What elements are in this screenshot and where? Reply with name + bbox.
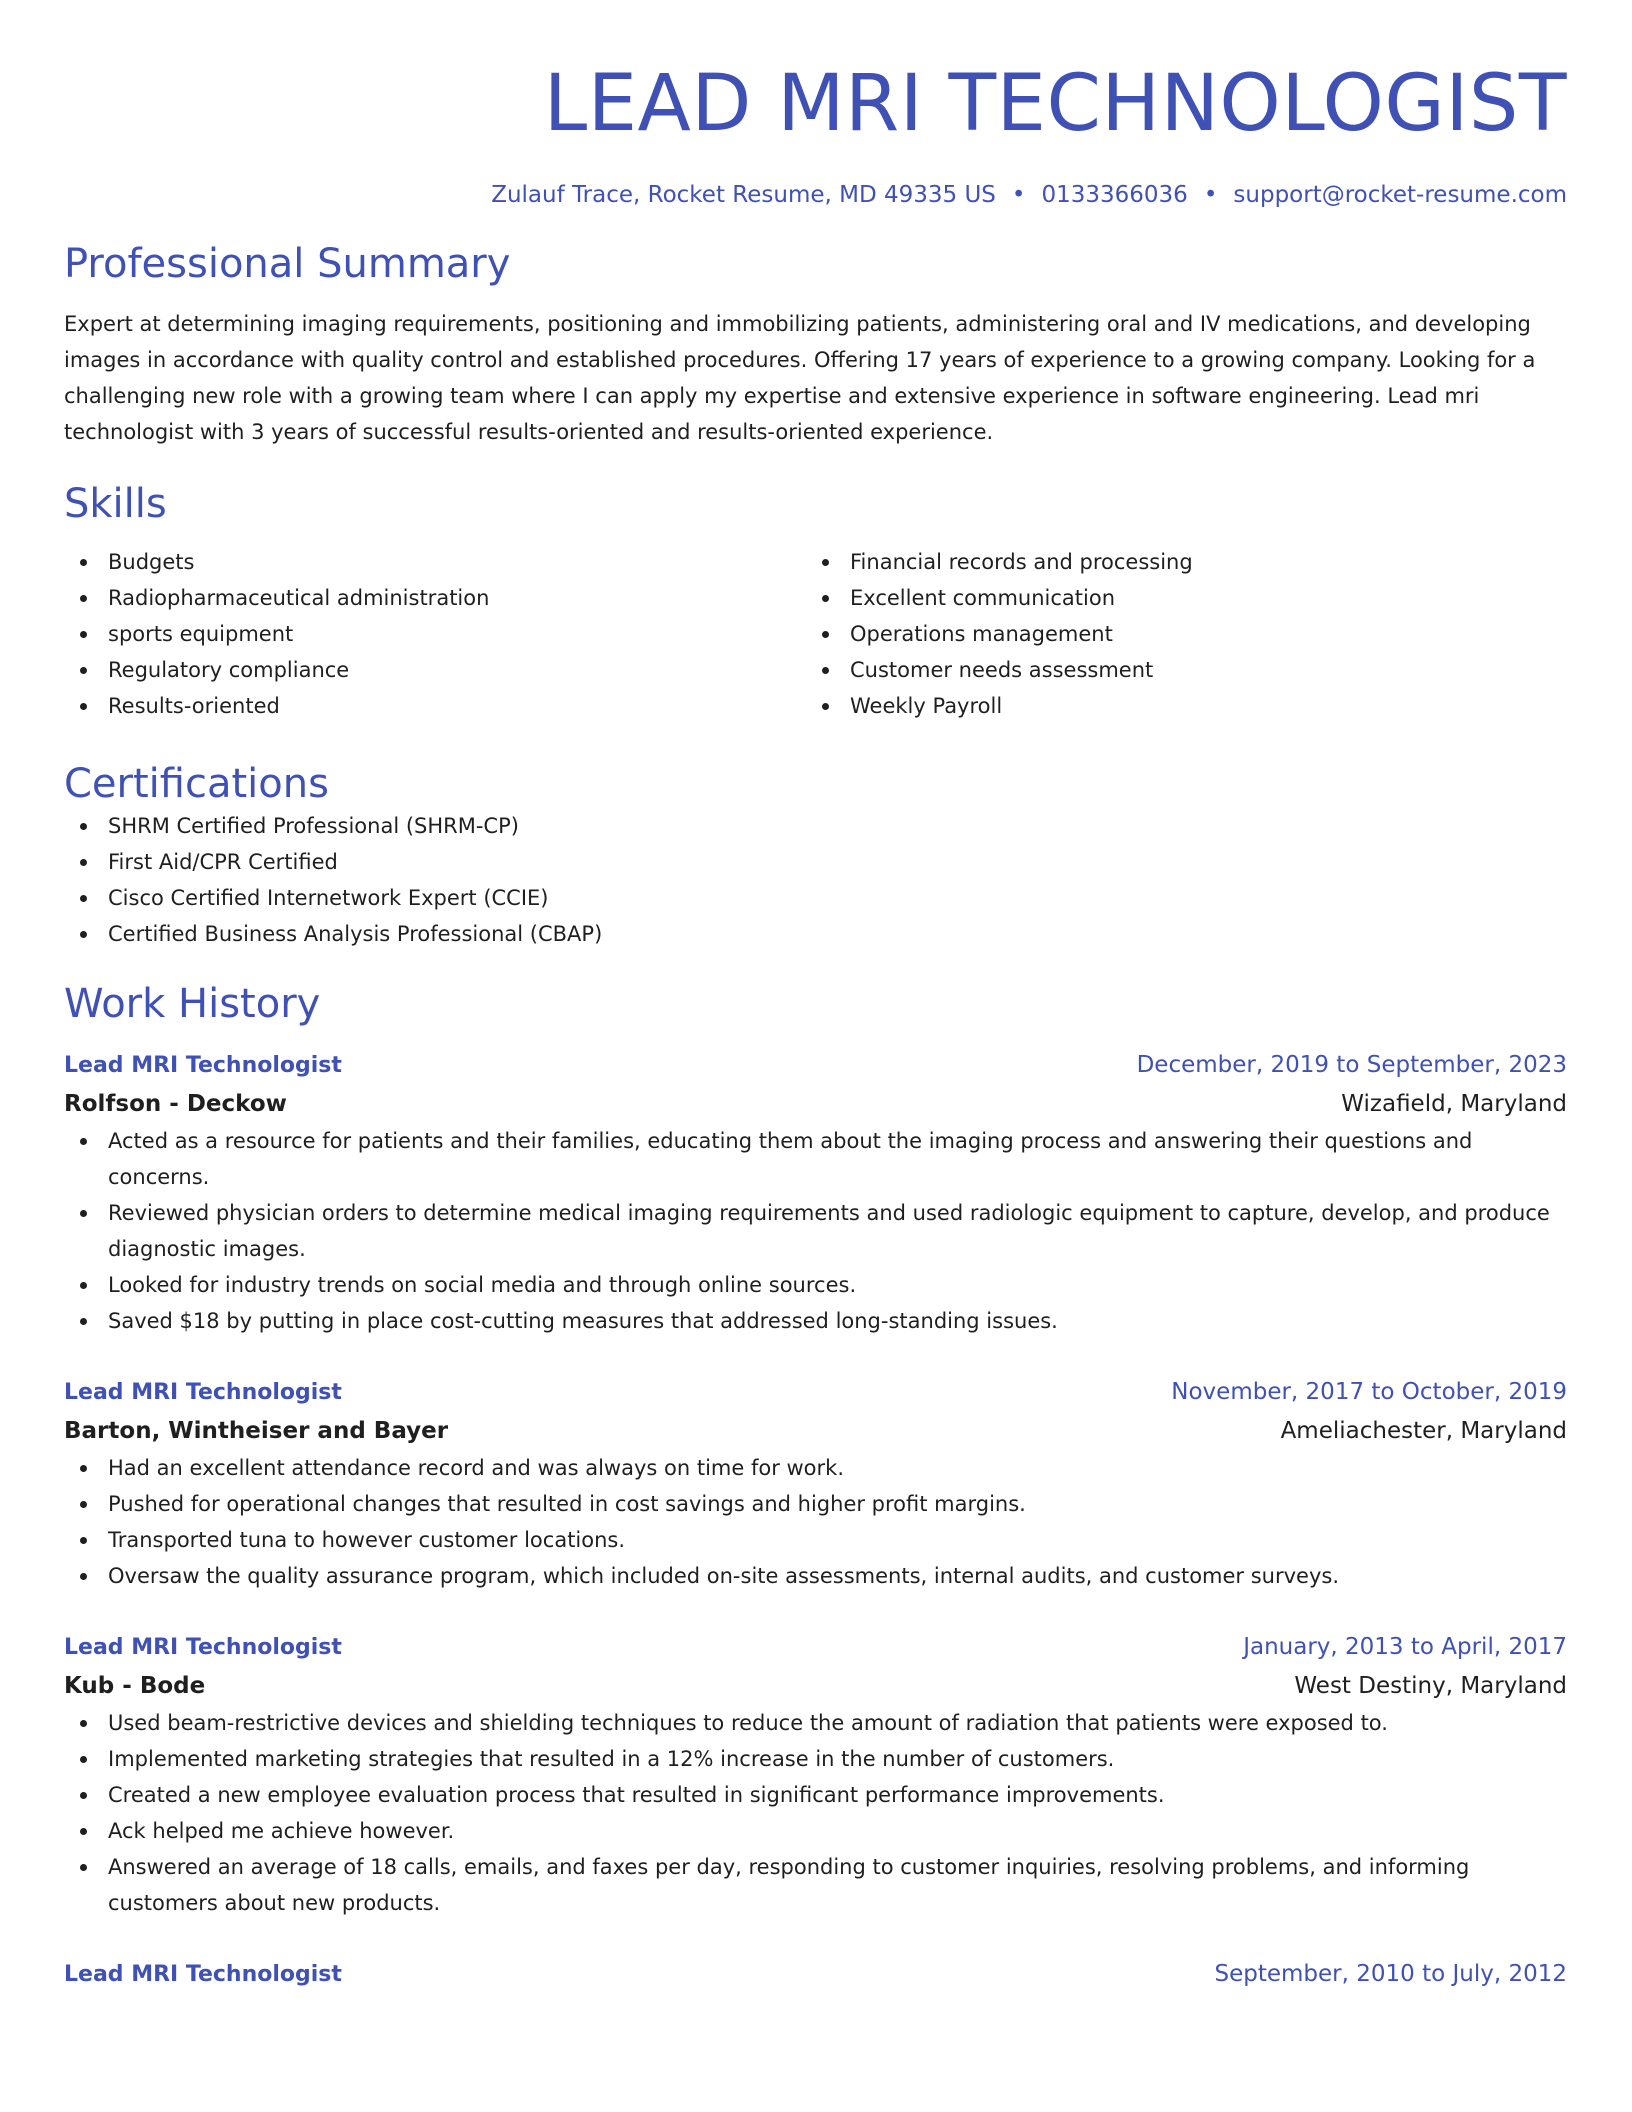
resume-page	[64, 0, 1567, 1994]
skill-item: Weekly Payroll	[806, 688, 1548, 724]
job-bullet: Oversaw the quality assurance program, which included on-site assessments, internal audits, and customer surveys.	[64, 1558, 1567, 1594]
skill-item: Radiopharmaceutical administration	[64, 580, 806, 616]
job-entry	[64, 1628, 1567, 1921]
skill-item: Operations management	[806, 616, 1548, 652]
job-title: Lead MRI Technologist	[64, 1380, 342, 1405]
job-bullets	[64, 1705, 1567, 1921]
certifications-list	[64, 808, 1567, 952]
skill-item: Results-oriented	[64, 688, 806, 724]
contact-address: Zulauf Trace, Rocket Resume, MD 49335 US	[491, 182, 996, 208]
job-bullet: Used beam-restrictive devices and shielding techniques to reduce the amount of radiation that patients were exposed to.	[64, 1705, 1567, 1741]
certifications-heading: Certifications	[64, 761, 329, 807]
skills-list-right	[806, 544, 1548, 724]
job-entry	[64, 1046, 1567, 1339]
job-company-row	[64, 1412, 1567, 1450]
job-dates: September, 2010 to July, 2012	[1214, 1961, 1567, 1987]
skills-grid	[64, 544, 1567, 724]
skill-item: Financial records and processing	[806, 544, 1548, 580]
job-dates: January, 2013 to April, 2017	[1243, 1634, 1567, 1660]
job-bullet: Pushed for operational changes that resulted in cost savings and higher profit margins.	[64, 1486, 1567, 1522]
job-bullet: Had an excellent attendance record and was always on time for work.	[64, 1450, 1567, 1486]
job-company: Barton, Wintheiser and Bayer	[64, 1418, 449, 1444]
contact-email: support@rocket-resume.com	[1233, 182, 1567, 208]
job-header-row	[64, 1955, 1567, 1994]
job-bullet: Transported tuna to however customer locations.	[64, 1522, 1567, 1558]
job-entry	[64, 1955, 1567, 1994]
job-dates: November, 2017 to October, 2019	[1171, 1379, 1567, 1405]
summary-text: Expert at determining imaging requirements, positioning and immobilizing patients, administering oral and IV medications, and developing images in accordance with quality control and established procedures. Offering 17 years of experience to a growing company. Looking for a challenging new role with a growing team where I can apply my expertise and extensive experience in software engineering. Lead mri technologist with 3 years of successful results-oriented and results-oriented experience.	[64, 312, 1536, 444]
job-company-row	[64, 1085, 1567, 1123]
skill-item: Excellent communication	[806, 580, 1548, 616]
certification-item: Cisco Certified Internetwork Expert (CCIE)	[64, 880, 1567, 916]
job-location: Wizafield, Maryland	[1341, 1091, 1567, 1117]
job-location: West Destiny, Maryland	[1294, 1673, 1567, 1699]
job-dates: December, 2019 to September, 2023	[1136, 1052, 1567, 1078]
job-entry	[64, 1373, 1567, 1594]
certification-item: First Aid/CPR Certified	[64, 844, 1567, 880]
job-header-row	[64, 1628, 1567, 1667]
job-bullet: Saved $18 by putting in place cost-cutting measures that addressed long-standing issues.	[64, 1303, 1567, 1339]
work-history-heading: Work History	[64, 981, 321, 1027]
skills-column-left	[64, 544, 806, 724]
certification-item: SHRM Certified Professional (SHRM-CP)	[64, 808, 1567, 844]
job-bullet: Answered an average of 18 calls, emails, and faxes per day, responding to customer inquiries, resolving problems, and informing customers about new products.	[64, 1849, 1567, 1921]
skill-item: Customer needs assessment	[806, 652, 1548, 688]
job-title: Lead MRI Technologist	[64, 1053, 342, 1078]
job-bullet: Reviewed physician orders to determine medical imaging requirements and used radiologic equipment to capture, develop, and produce diagnostic images.	[64, 1195, 1567, 1267]
skills-column-right	[806, 544, 1548, 724]
contact-separator: •	[1203, 182, 1218, 208]
job-header-row	[64, 1046, 1567, 1085]
job-title: Lead MRI Technologist	[64, 1635, 342, 1660]
job-title: Lead MRI Technologist	[64, 1962, 342, 1987]
contact-separator: •	[1011, 182, 1026, 208]
job-bullets	[64, 1450, 1567, 1594]
skill-item: Budgets	[64, 544, 806, 580]
job-bullets	[64, 1123, 1567, 1339]
job-company-row	[64, 1667, 1567, 1705]
certification-item: Certified Business Analysis Professional (CBAP)	[64, 916, 1567, 952]
job-bullet: Acted as a resource for patients and their families, educating them about the imaging process and answering their questions and concerns.	[64, 1123, 1567, 1195]
resume-title: LEAD MRI TECHNOLOGIST	[543, 59, 1567, 149]
job-bullet: Ack helped me achieve however.	[64, 1813, 1567, 1849]
skill-item: Regulatory compliance	[64, 652, 806, 688]
contact-phone: 0133366036	[1041, 182, 1188, 208]
contact-line	[64, 180, 1567, 210]
job-header-row	[64, 1373, 1567, 1412]
job-bullet: Implemented marketing strategies that resulted in a 12% increase in the number of customers.	[64, 1741, 1567, 1777]
job-location: Ameliachester, Maryland	[1280, 1418, 1567, 1444]
skills-heading: Skills	[64, 481, 167, 527]
skills-list-left	[64, 544, 806, 724]
summary-heading: Professional Summary	[64, 241, 511, 287]
job-company: Kub - Bode	[64, 1673, 206, 1699]
job-company: Rolfson - Deckow	[64, 1091, 287, 1117]
job-bullet: Looked for industry trends on social media and through online sources.	[64, 1267, 1567, 1303]
skill-item: sports equipment	[64, 616, 806, 652]
job-bullet: Created a new employee evaluation process that resulted in significant performance improvements.	[64, 1777, 1567, 1813]
